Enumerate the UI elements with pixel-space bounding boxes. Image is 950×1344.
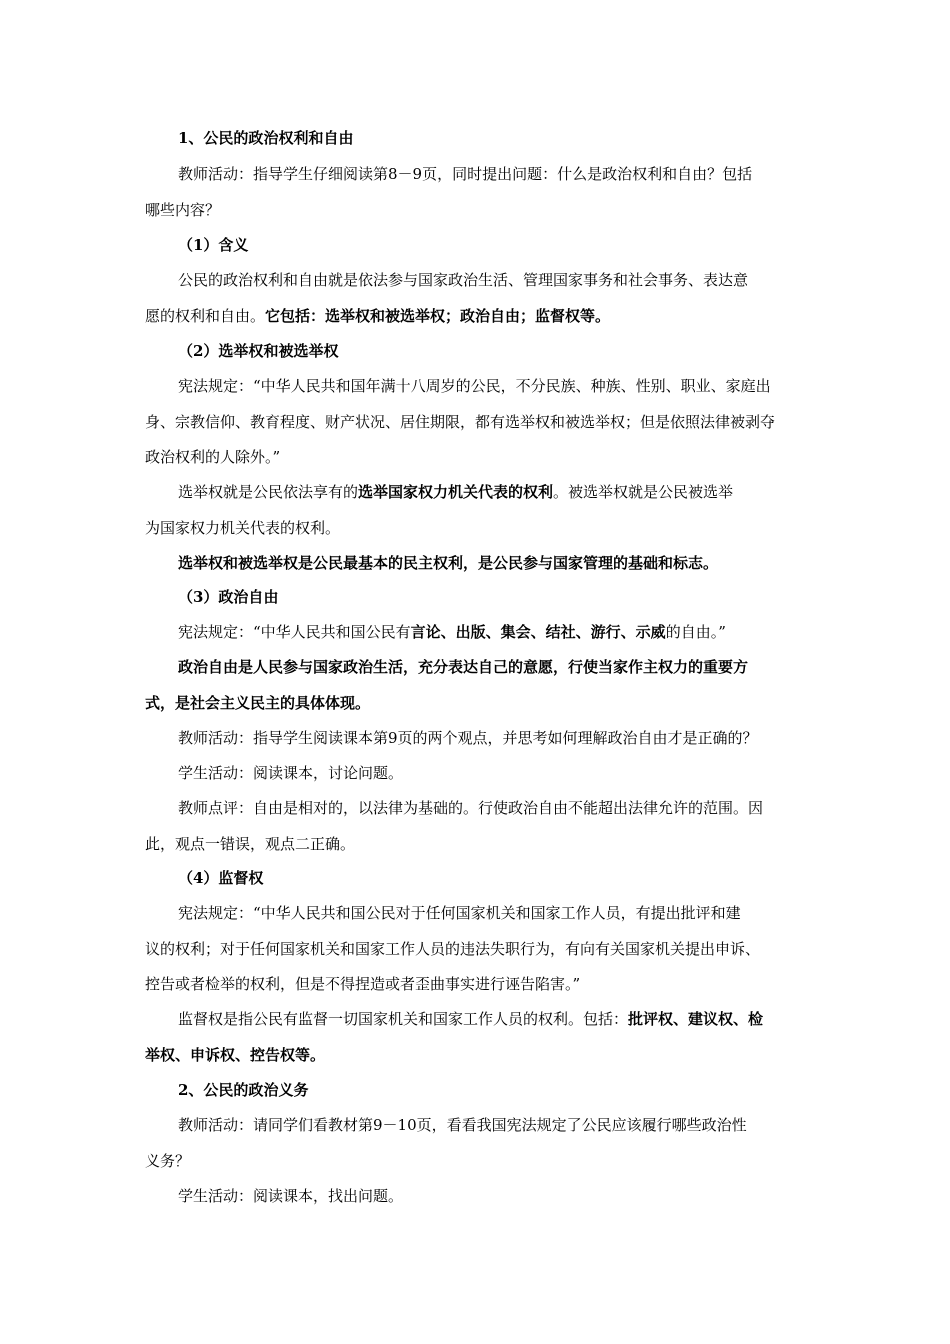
freedom-text-end: 的自由。” — [665, 623, 726, 641]
paragraph-freedom-significance-line1: 政治自由是人民参与国家政治生活，充分表达自己的意愿，行使当家作主权力的重要方 — [178, 658, 749, 676]
paragraph-constitution-supervision-line2: 议的权利；对于任何国家机关和国家工作人员的违法失职行为，有向有关国家机关提出申诉、 — [145, 940, 761, 958]
paragraph-teacher-comment-line1: 教师点评：自由是相对的，以法律为基础的。行使政治自由不能超出法律允许的范围。因 — [178, 799, 764, 817]
paragraph-constitution-supervision-line3: 控告或者检举的权利，但是不得捏造或者歪曲事实进行诬告陷害。” — [145, 975, 581, 993]
subheading-supervision-right: （4）监督权 — [178, 869, 264, 887]
paragraph-supervision-definition-line2: 举权、申诉权、控告权等。 — [145, 1046, 326, 1064]
paragraph-freedom-significance-line2: 式，是社会主义民主的具体体现。 — [145, 694, 371, 712]
definition-includes-bold: 它包括：选举权和被选举权；政治自由；监督权等。 — [265, 307, 611, 325]
paragraph-basic-democratic-right: 选举权和被选举权是公民最基本的民主权利，是公民参与国家管理的基础和标志。 — [178, 554, 719, 572]
paragraph-teacher-activity-3-line1: 教师活动：请同学们看教材第9－10页，看看我国宪法规定了公民应该履行哪些政治性 — [178, 1116, 747, 1134]
election-definition-text: 选举权就是公民依法享有的 — [178, 483, 359, 501]
paragraph-teacher-activity-1-line1: 教师活动：指导学生仔细阅读第8－9页，同时提出问题：什么是政治权利和自由？包括 — [178, 165, 753, 183]
election-definition-bold: 选举国家权力机关代表的权利 — [358, 483, 554, 501]
election-definition-text-end: 。被选举权就是公民被选举 — [553, 483, 734, 501]
paragraph-constitution-election-line3: 政治权利的人除外。” — [145, 448, 281, 466]
freedom-list-bold: 言论、出版、集会、结社、游行、示威 — [410, 623, 666, 641]
paragraph-student-activity-2: 学生活动：阅读课本，找出问题。 — [178, 1187, 404, 1205]
subheading-meaning: （1）含义 — [178, 236, 249, 254]
paragraph-teacher-activity-3-line2: 义务？ — [145, 1152, 191, 1170]
paragraph-constitution-freedom — [178, 621, 726, 642]
paragraph-election-definition-line1 — [178, 481, 733, 502]
paragraph-election-definition-line2: 为国家权力机关代表的权利。 — [145, 519, 341, 537]
paragraph-teacher-activity-2: 教师活动：指导学生阅读课本第9页的两个观点，并思考如何理解政治自由才是正确的？ — [178, 729, 758, 747]
subheading-political-freedom: （3）政治自由 — [178, 588, 279, 606]
paragraph-student-activity-1: 学生活动：阅读课本，讨论问题。 — [178, 764, 404, 782]
paragraph-supervision-definition-line1 — [178, 1008, 763, 1029]
paragraph-constitution-supervision-line1: 宪法规定：“中华人民共和国公民对于任何国家机关和国家工作人员，有提出批评和建 — [178, 904, 741, 922]
paragraph-constitution-election-line1: 宪法规定：“中华人民共和国年满十八周岁的公民，不分民族、种族、性别、职业、家庭出 — [178, 377, 771, 395]
supervision-rights-bold: 批评权、建议权、检 — [628, 1010, 764, 1028]
supervision-definition-text: 监督权是指公民有监督一切国家机关和国家工作人员的权利。包括： — [178, 1010, 629, 1028]
paragraph-constitution-election-line2: 身、宗教信仰、教育程度、财产状况、居住期限，都有选举权和被选举权；但是依照法律被剥夺 — [145, 413, 776, 431]
paragraph-teacher-comment-line2: 此，观点一错误，观点二正确。 — [145, 835, 356, 853]
freedom-text: 宪法规定：“中华人民共和国公民有 — [178, 623, 411, 641]
heading-political-rights: 1、公民的政治权利和自由 — [178, 129, 354, 147]
definition-text: 愿的权利和自由。 — [145, 307, 266, 325]
paragraph-definition-line2 — [145, 305, 610, 326]
paragraph-definition-line1: 公民的政治权利和自由就是依法参与国家政治生活、管理国家事务和社会事务、表达意 — [178, 271, 749, 289]
subheading-election-rights: （2）选举权和被选举权 — [178, 342, 339, 360]
heading-political-duties: 2、公民的政治义务 — [178, 1081, 309, 1099]
paragraph-teacher-activity-1-line2: 哪些内容？ — [145, 201, 221, 219]
